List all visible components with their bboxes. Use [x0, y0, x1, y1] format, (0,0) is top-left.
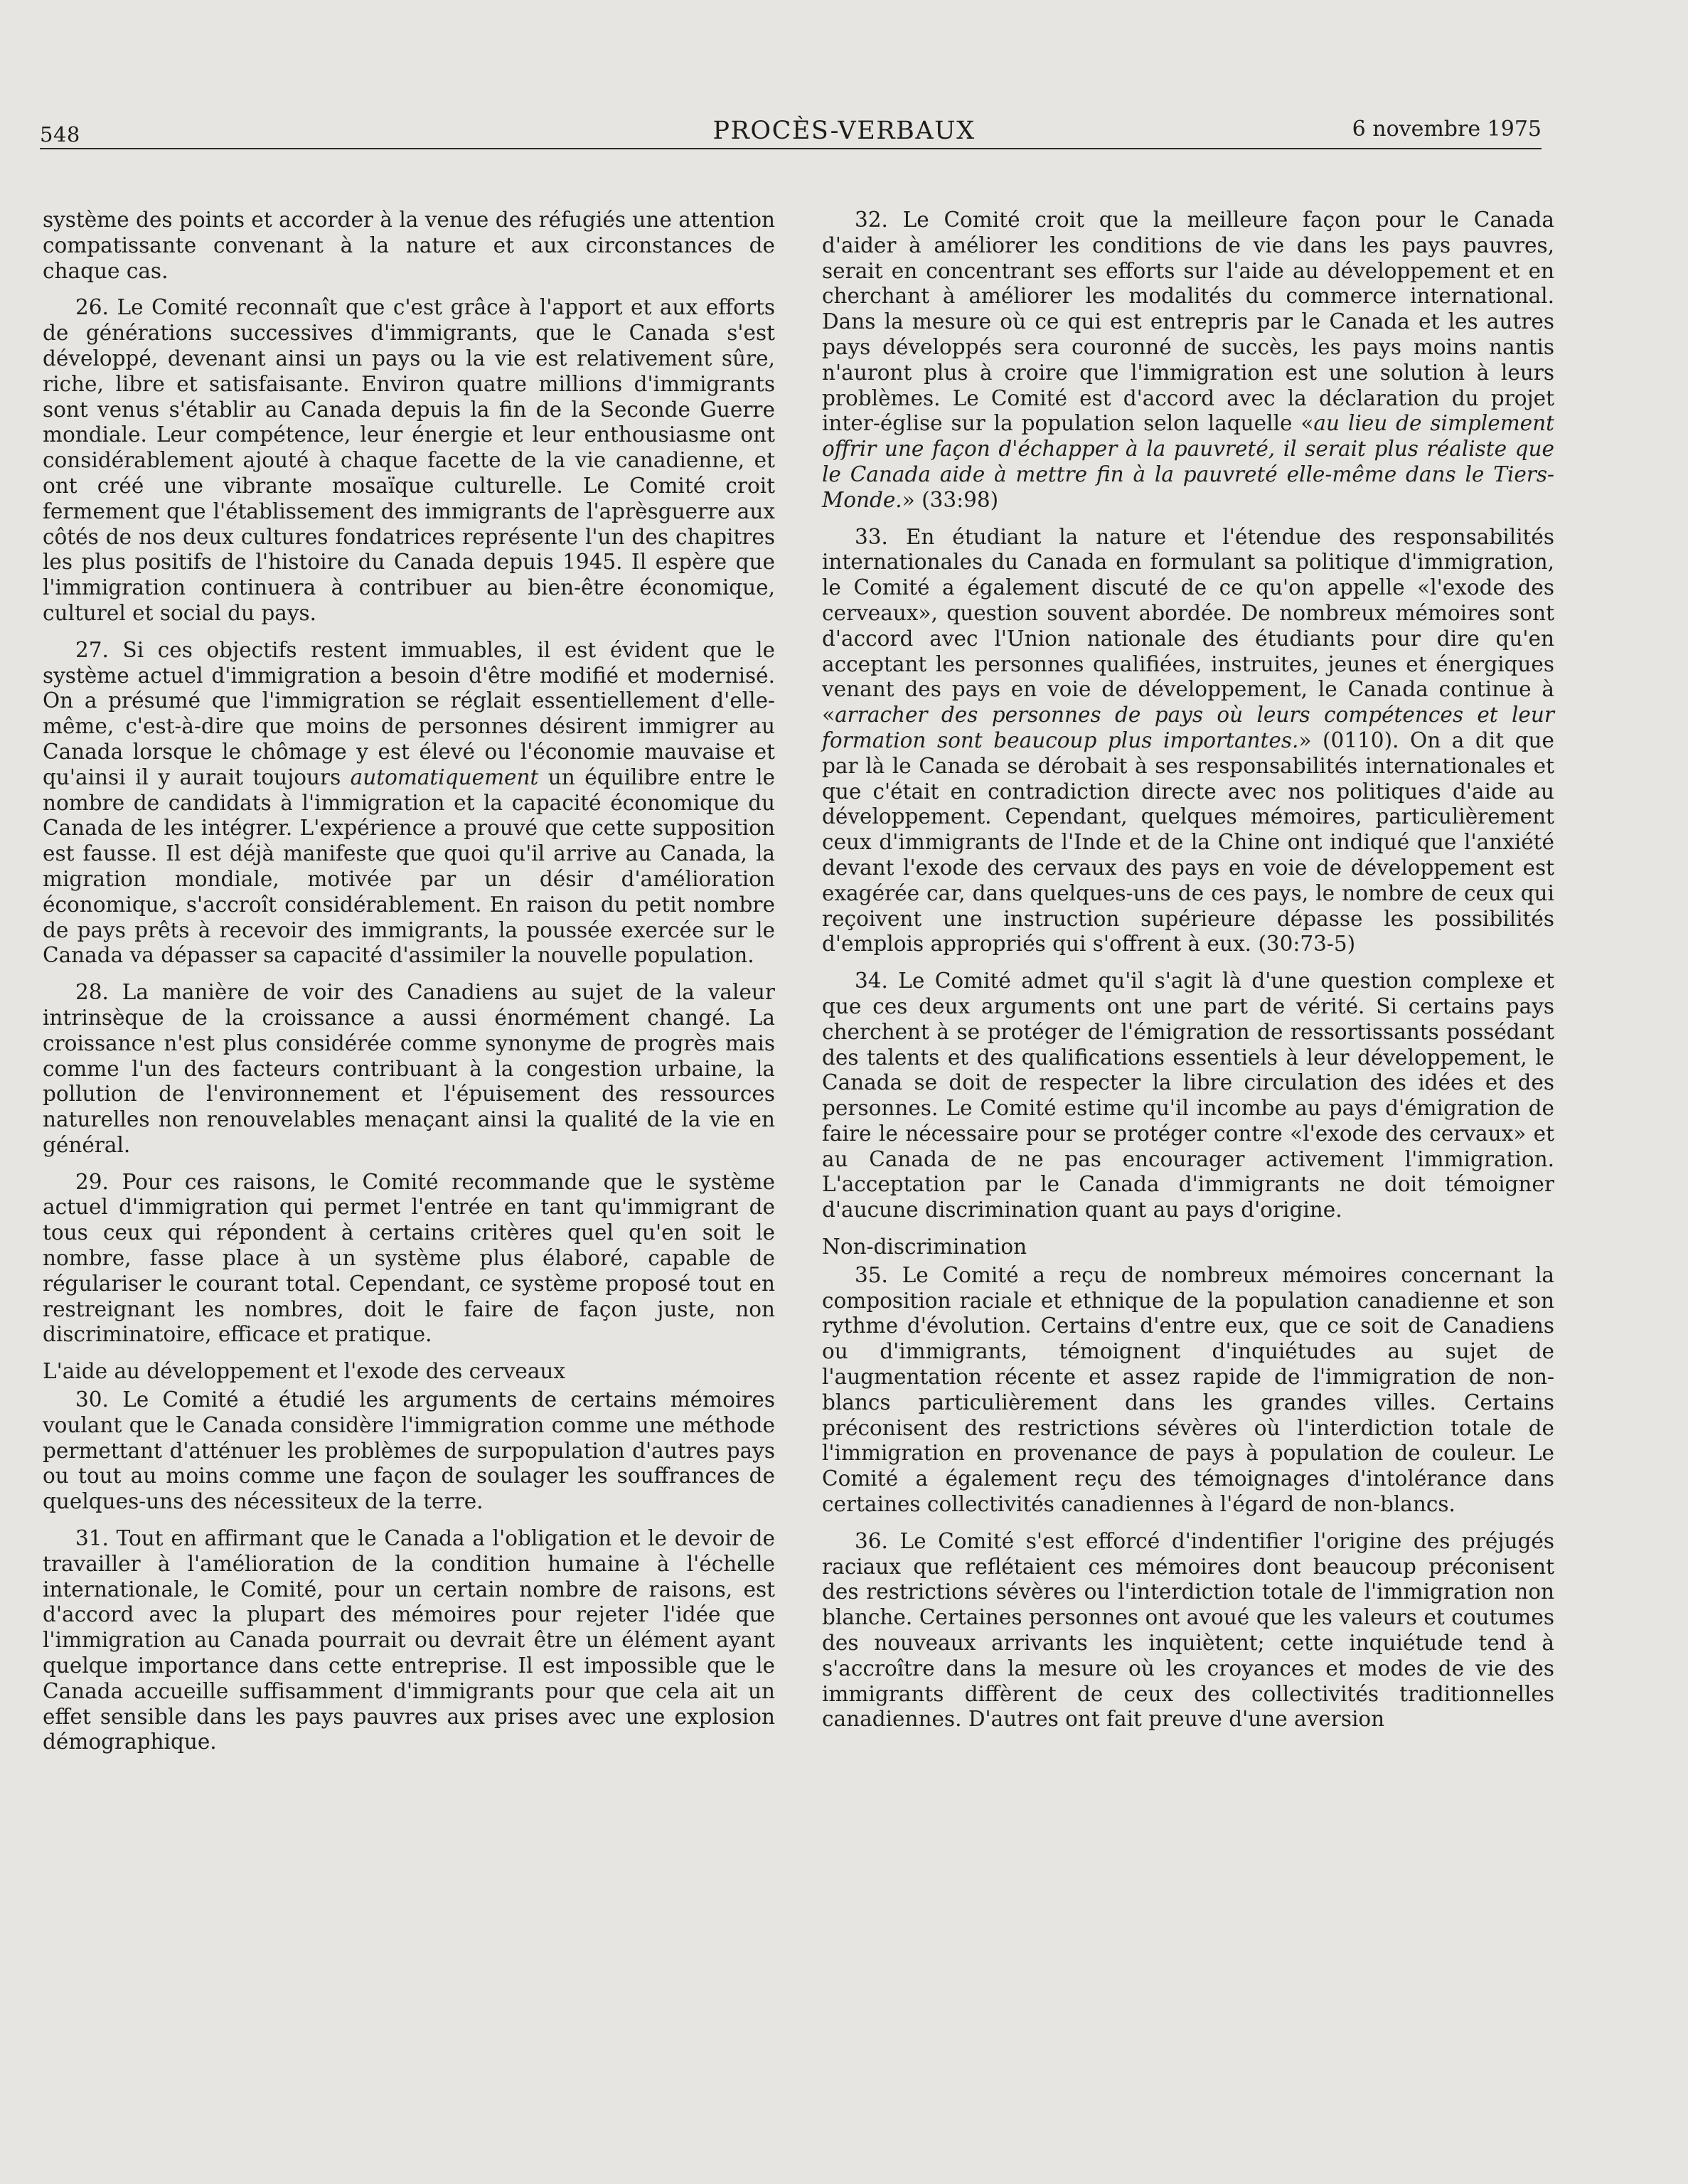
header-rule — [40, 148, 1542, 149]
paragraph-33-text-a: 33. En étudiant la nature et l'étendue des responsabilités internationales du Canada en formulant sa politique d'immigration, le Comité a également discuté de ce qu'on appelle «l'exode des cerveaux», question souvent abordée. De nombreux mémoires sont d'accord avec l'Union nationale des étudiants pour dire qu'en acceptant les personnes qualifiées, instruites, jeunes et énergiques venant des pays en voie de développement, le Canada continue à « — [822, 524, 1554, 728]
paragraph-27-text-a: 27. Si ces objectifs restent immuables, il est évident que le système actuel d'immigration a besoin d'être modifié et modernisé. On a présumé que l'immigration se réglait essentiellement d'elle-même, c'est-à-dire que moins de personnes désirent immigrer au Canada lorsque le chômage y est élevé ou l'économie mauvaise et qu'ainsi il y aurait toujours — [43, 637, 775, 789]
left-column — [43, 208, 775, 1767]
right-column — [822, 208, 1554, 1744]
paragraph-29: 29. Pour ces raisons, le Comité recommande que le système actuel d'immigration qui permet l'entrée en tant qu'immigrant de tous ceux qui répondent à certains critères quel qu'en soit le nombre, fasse place à un système plus élaboré, capable de régulariser le courant total. Cependant, ce système proposé tout en restreignant les nombres, doit le faire de façon juste, non discriminatoire, efficace et pratique. — [43, 1169, 775, 1347]
subheading-non-discrimination: Non-discrimination — [822, 1235, 1027, 1259]
paragraph-33-quote: arracher des personnes de pays où leurs compétences et leur formation sont beaucoup plus importantes. — [822, 703, 1554, 752]
paragraph-34: 34. Le Comité admet qu'il s'agit là d'une question complexe et que ces deux arguments ont une part de vérité. Si certains pays cherchent à se protéger de l'émigration de ressortissants possédant des talents et des qualifications essentiels à leur développement, le Canada se doit de respecter la libre circulation des idées et des personnes. Le Comité estime qu'il incombe au pays d'émigration de faire le nécessaire pour se protéger contre «l'exode des cervaux» et au Canada de ne pas encourager activement l'immigration. L'acceptation par le Canada d'immigrants ne doit témoigner d'aucune discrimination quant au pays d'origine. — [822, 969, 1554, 1222]
paragraph-31: 31. Tout en affirmant que le Canada a l'obligation et le devoir de travailler à l'amélioration de la condition humaine à l'échelle internationale, le Comité, pour un certain nombre de raisons, est d'accord avec la plupart des mémoires pour rejeter l'idée que l'immigration au Canada pourrait ou devrait être un élément ayant quelque importance dans cette entreprise. Il est impossible que le Canada accueille suffisamment d'immigrants pour que cela ait un effet sensible dans les pays pauvres aux prises avec une explosion démographique. — [43, 1526, 775, 1754]
paragraph-27-emphasis: automatiquement — [350, 765, 539, 789]
paragraph-28: 28. La manière de voir des Canadiens au sujet de la valeur intrinsèque de la croissance a aussi énormément changé. La croissance n'est plus considérée comme synonyme de progrès mais comme l'un des facteurs contribuant à la congestion urbaine, la pollution de l'environnement et l'épuisement des ressources naturelles non renouvelables menaçant ainsi la qualité de la vie en général. — [43, 980, 775, 1157]
paragraph-25-continued: système des points et accorder à la venue des réfugiés une attention compatissante convenant à la nature et aux circonstances de chaque cas. — [43, 208, 775, 283]
paragraph-36: 36. Le Comité s'est efforcé d'indentifier l'origine des préjugés raciaux que reflétaient ces mémoires dont beaucoup préconisent des restrictions sévères ou l'interdiction totale de l'immigration non blanche. Certaines personnes ont avoué que les valeurs et coutumes des nouveaux arrivants les inquiètent; cette inquiétude tend à s'accroître dans la mesure où les croyances et modes de vie des immigrants diffèrent de ceux des collectivités traditionnelles canadiennes. D'autres ont fait preuve d'une aversion — [822, 1528, 1554, 1732]
paragraph-33-text-b: » (0110). On a dit que par là le Canada se dérobait à ses responsabilités internationales et que c'était en contradiction directe avec nos politiques d'aide au développement. Cependant, quelques mémoires, particulièrement ceux d'immigrants de l'Inde et de la Chine ont indiqué que l'anxiété devant l'exode des cervaux des pays en voie de développement est exagérée car, dans quelques-uns de ces pays, le nombre de ceux qui reçoivent une instruction supérieure dépasse les possibilités d'emplois appropriés qui s'offrent à eux. (30:73-5) — [822, 728, 1554, 957]
page-number: 548 — [40, 122, 80, 147]
paragraph-32-quote: au lieu de simplement offrir une façon d'échapper à la pauvreté, il serait plus réaliste que le Canada aide à mettre fin à la pauvreté elle-même dans le Tiers-Monde. — [822, 411, 1554, 512]
paragraph-32-text-b: » (33:98) — [902, 487, 999, 512]
paragraph-35: 35. Le Comité a reçu de nombreux mémoires concernant la composition raciale et ethnique de la population canadienne et son rythme d'évolution. Certains d'entre eux, que ce soit de Canadiens ou d'immigrants, témoignent d'inquiétudes au sujet de l'augmentation récente et assez rapide de l'immigration de non-blancs particulièrement dans les grandes villes. Certains préconisent des restrictions sévères où l'interdiction totale de l'immigration en provenance de pays à population de couleur. Le Comité a également reçu des témoignages d'intolérance dans certaines collectivités canadiennes à l'égard de non-blancs. — [822, 1262, 1554, 1517]
paragraph-27 — [43, 638, 775, 969]
running-title: PROCÈS-VERBAUX — [712, 117, 976, 145]
paragraph-30: 30. Le Comité a étudié les arguments de certains mémoires voulant que le Canada considère l'immigration comme une méthode permettant d'atténuer les problèmes de surpopulation d'autres pays ou tout au moins comme une façon de soulager les souffrances de quelques-uns des nécessiteux de la terre. — [43, 1387, 775, 1514]
subheading-development-aid: L'aide au développement et l'exode des cerveaux — [43, 1359, 566, 1384]
paragraph-27-text-b: un équilibre entre le nombre de candidats à l'immigration et la capacité économique du Canada de les intégrer. L'expérience a prouvé que cette supposition est fausse. Il est déjà manifeste que quoi qu'il arrive au Canada, la migration mondiale, motivée par un désir d'amélioration économique, s'accroît considérablement. En raison du petit nombre de pays prêts à recevoir des immigrants, la poussée exercée sur le Canada va dépasser sa capacité d'assimiler la nouvelle population. — [43, 765, 775, 968]
paragraph-26: 26. Le Comité reconnaît que c'est grâce à l'apport et aux efforts de générations successives d'immigrants, que le Canada s'est développé, devenant ainsi un pays ou la vie est relativement sûre, riche, libre et satisfaisante. Environ quatre millions d'immigrants sont venus s'établir au Canada depuis la fin de la Seconde Guerre mondiale. Leur compétence, leur énergie et leur enthousiasme ont considérablement ajouté à chaque facette de la vie canadienne, et ont créé une vibrante mosaïque culturelle. Le Comité croit fermement que l'établissement des immigrants de l'aprèsguerre aux côtés de nos deux cultures fondatrices représente l'un des chapitres les plus positifs de l'histoire du Canada depuis 1945. Il espère que l'immigration continuera à contribuer au bien-être économique, culturel et social du pays. — [43, 295, 775, 625]
paragraph-32 — [822, 208, 1554, 513]
paragraph-32-text-a: 32. Le Comité croit que la meilleure façon pour le Canada d'aider à améliorer les conditions de vie dans les pays pauvres, serait en concentrant ses efforts sur l'aide au développement et en cherchant à améliorer les modalités du commerce international. Dans la mesure où ce qui est entrepris par le Canada et les autres pays développés sera couronné de succès, les pays moins nantis n'auront plus à croire que l'immigration est une solution à leurs problèmes. Le Comité est d'accord avec la déclaration du projet inter-église sur la population selon laquelle « — [822, 208, 1554, 436]
page-date: 6 novembre 1975 — [1352, 117, 1542, 142]
paragraph-33 — [822, 525, 1554, 958]
